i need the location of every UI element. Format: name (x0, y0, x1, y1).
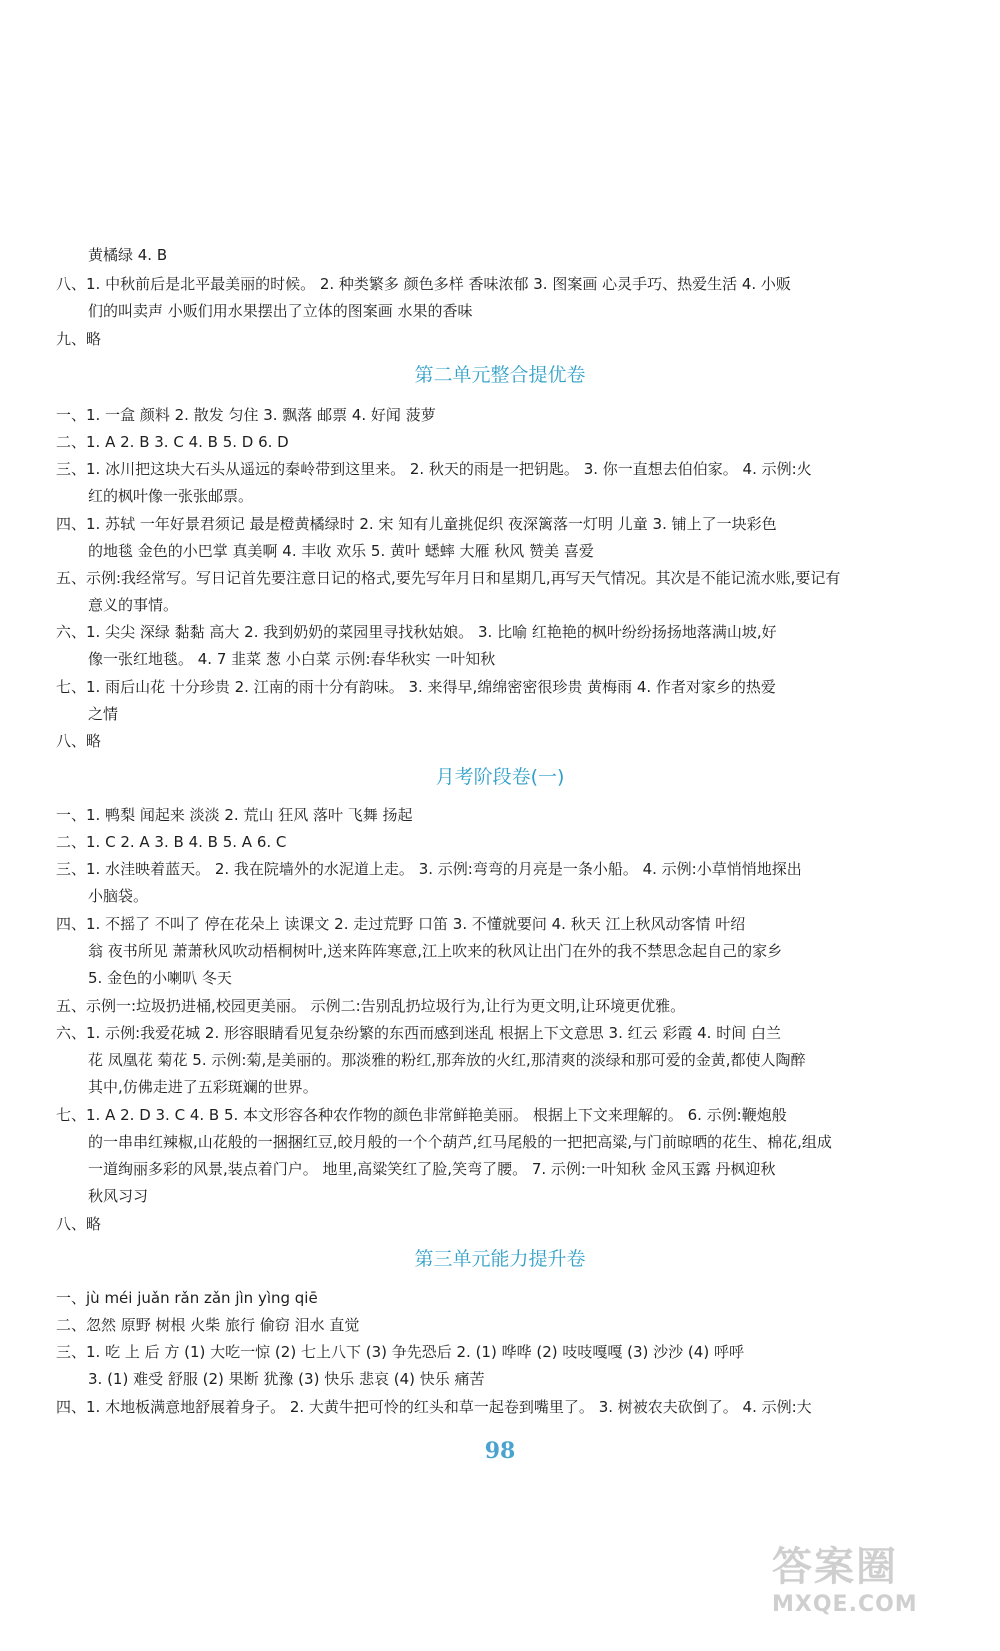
answer-line: 们的叫卖声 小贩们用水果摆出了立体的图案画 水果的香味 (88, 302, 473, 320)
answer-line: 三、1. 吃 上 后 方 (1) 大吃一惊 (2) 七上八下 (3) 争先恐后 2. (1) 哗哗 (2) 吱吱嘎嘎 (3) 沙沙 (4) 呼呼 (56, 1343, 744, 1361)
answer-line: 的地毯 金色的小巴掌 真美啊 4. 丰收 欢乐 5. 黄叶 蟋蟀 大雁 秋风 赞美 喜爱 (88, 542, 594, 560)
section-title: 月考阶段卷(一) (435, 766, 565, 788)
section-title: 第二单元整合提优卷 (414, 364, 586, 386)
answer-line: 二、1. C 2. A 3. B 4. B 5. A 6. C (56, 833, 287, 851)
watermark-bottom: MXQE.COM (772, 1592, 918, 1617)
answer-line: 小脑袋。 (88, 887, 149, 905)
answer-line: 红的枫叶像一张张邮票。 (88, 487, 254, 505)
answer-line: 3. (1) 难受 舒服 (2) 果断 犹豫 (3) 快乐 悲哀 (4) 快乐 痛苦 (88, 1370, 485, 1388)
page-number: 98 (484, 1438, 516, 1464)
answer-line: 七、1. A 2. D 3. C 4. B 5. 本文形容各种农作物的颜色非常鲜艳美丽。 根据上下文来理解的。 6. 示例:鞭炮般 (56, 1106, 787, 1124)
answer-line: 其中,仿佛走进了五彩斑斓的世界。 (88, 1078, 318, 1096)
answer-line: 二、忽然 原野 树根 火柴 旅行 偷窃 泪水 直觉 (56, 1316, 360, 1334)
answer-line: 一道绚丽多彩的风景,装点着门户。 地里,高粱笑红了脸,笑弯了腰。 7. 示例:一叶知秋 金风玉露 丹枫迎秋 (88, 1160, 776, 1178)
answer-line: 八、略 (56, 732, 102, 750)
answer-line: 五、示例:我经常写。写日记首先要注意日记的格式,要先写年月日和星期几,再写天气情况。其次是不能记流水账,要记有 (56, 569, 841, 587)
answer-line: 5. 金色的小喇叭 冬天 (88, 969, 232, 987)
answer-line: 一、1. 一盒 颜料 2. 散发 匀住 3. 飘落 邮票 4. 好闻 菠萝 (56, 406, 436, 424)
answer-line: 二、1. A 2. B 3. C 4. B 5. D 6. D (56, 433, 289, 451)
answer-line: 六、1. 尖尖 深绿 黏黏 高大 2. 我到奶奶的菜园里寻找秋姑娘。 3. 比喻 红艳艳的枫叶纷纷扬扬地落满山坡,好 (56, 623, 777, 641)
answer-line: 的一串串红辣椒,山花般的一捆捆红豆,皎月般的一个个葫芦,红马尾般的一把把高粱,与门前晾晒的花生、棉花,组成 (88, 1133, 832, 1151)
answer-line: 三、1. 水洼映着蓝天。 2. 我在院墙外的水泥道上走。 3. 示例:弯弯的月亮是一条小船。 4. 示例:小草悄悄地探出 (56, 860, 802, 878)
answer-line: 三、1. 冰川把这块大石头从遥远的秦岭带到这里来。 2. 秋天的雨是一把钥匙。 3. 你一直想去伯伯家。 4. 示例:火 (56, 460, 812, 478)
answer-line: 一、jù méi juǎn rǎn zǎn jìn yìng qiē (56, 1289, 318, 1307)
answer-line: 之情 (88, 705, 119, 723)
answer-line: 黄橘绿 4. B (88, 246, 168, 264)
answer-line: 四、1. 木地板满意地舒展着身子。 2. 大黄牛把可怜的红头和草一起卷到嘴里了。 3. 树被农夫砍倒了。 4. 示例:大 (56, 1398, 812, 1416)
answer-line: 五、示例一:垃圾扔进桶,校园更美丽。 示例二:告别乱扔垃圾行为,让行为更文明,让环境更优雅。 (56, 997, 686, 1015)
answer-line: 四、1. 苏轼 一年好景君须记 最是橙黄橘绿时 2. 宋 知有儿童挑促织 夜深篱落一灯明 儿童 3. 铺上了一块彩色 (56, 515, 777, 533)
answer-line: 意义的事情。 (88, 596, 179, 614)
answer-line: 八、1. 中秋前后是北平最美丽的时候。 2. 种类繁多 颜色多样 香味浓郁 3. 图案画 心灵手巧、热爱生活 4. 小贩 (56, 275, 791, 293)
section-title: 第三单元能力提升卷 (414, 1248, 586, 1270)
answer-line: 秋风习习 (88, 1187, 149, 1205)
watermark-logo (772, 1535, 972, 1621)
answer-line: 八、略 (56, 1215, 102, 1233)
answer-line: 九、略 (56, 330, 102, 348)
answer-line: 像一张红地毯。 4. 7 韭菜 葱 小白菜 示例:春华秋实 一叶知秋 (88, 650, 496, 668)
answer-line: 六、1. 示例:我爱花城 2. 形容眼睛看见复杂纷繁的东西而感到迷乱 根据上下文意思 3. 红云 彩霞 4. 时间 白兰 (56, 1024, 781, 1042)
answer-line: 四、1. 不摇了 不叫了 停在花朵上 读课文 2. 走过荒野 口笛 3. 不懂就要问 4. 秋天 江上秋风动客情 叶绍 (56, 915, 746, 933)
answer-line: 翁 夜书所见 萧萧秋风吹动梧桐树叶,送来阵阵寒意,江上吹来的秋风让出门在外的我不禁思念起自己的家乡 (88, 942, 783, 960)
answer-line: 花 凤凰花 菊花 5. 示例:菊,是美丽的。那淡雅的粉红,那奔放的火红,那清爽的淡绿和那可爱的金黄,都使人陶醉 (88, 1051, 806, 1069)
answer-line: 一、1. 鸭梨 闻起来 淡淡 2. 荒山 狂风 落叶 飞舞 扬起 (56, 806, 413, 824)
watermark-top: 答案圈 (772, 1544, 898, 1590)
answer-line: 七、1. 雨后山花 十分珍贵 2. 江南的雨十分有韵味。 3. 来得早,绵绵密密很珍贵 黄梅雨 4. 作者对家乡的热爱 (56, 678, 776, 696)
